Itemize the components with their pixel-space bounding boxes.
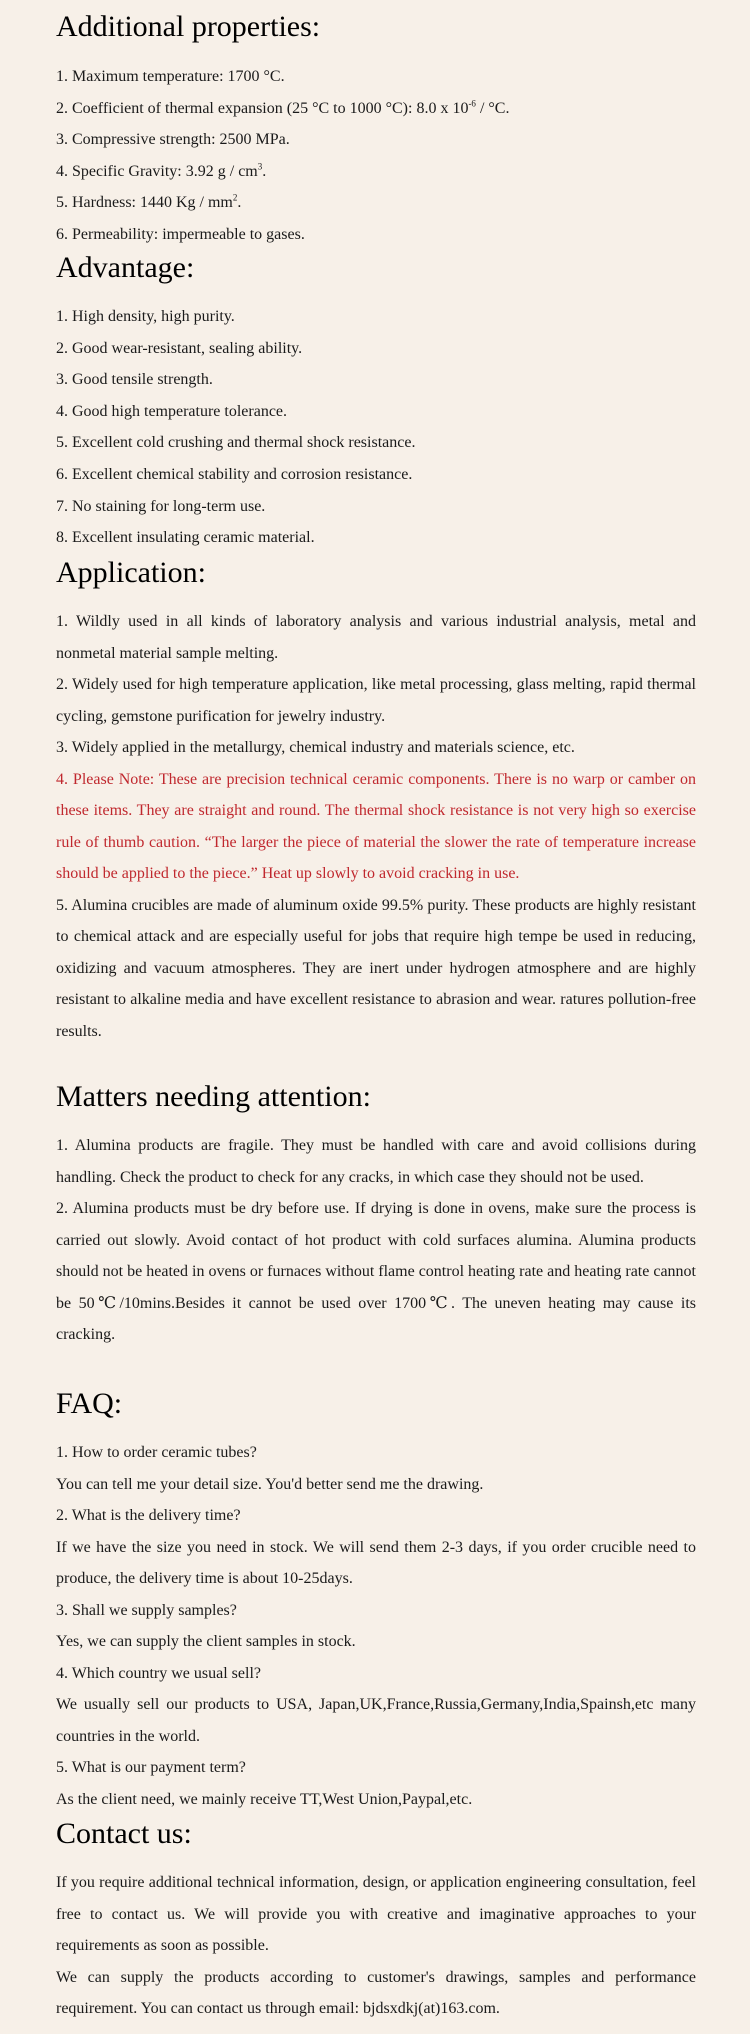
section-heading: Application: [56, 556, 206, 589]
list-item: 5. Hardness: 1440 Kg / $mm^2$. [56, 193, 242, 212]
faq-answer: As the client need, we mainly receive TT,West Union,Paypal,etc. [56, 1790, 473, 1808]
application-list [56, 606, 696, 1047]
list-item: 6. Permeability: impermeable to gases. [56, 225, 305, 243]
faq-question: 5. What is our payment term? [56, 1759, 246, 1777]
paragraph: 2. Widely used for high temperature application, like metal processing, glass melting, rapid thermal cycling, gemstone purification for jewelry industry. [56, 676, 696, 725]
paragraph: 1. Wildly used in all kinds of laboratory analysis and various industrial analysis, metal and nonmetal material sample melting. [56, 613, 696, 662]
faq-list [56, 1437, 696, 1815]
section-heading: Advantage: [56, 251, 195, 284]
paragraph: 2. Alumina products must be dry before use. If drying is done in ovens, make sure the process is carried out slowly. Avoid contact of hot product with cold surfaces alumina. Alumina products should not be heated in ovens or furnaces without flame control heating rate and heating rate cannot be 50℃/10mins.Besides it cannot be used over 1700℃. The uneven heating may cause its cracking. [56, 1200, 696, 1343]
faq-answer: If we have the size you need in stock. We will send them 2-3 days, if you order crucible need to produce, the delivery time is about 10-25days. [56, 1538, 696, 1588]
advantage-list [56, 301, 696, 554]
list-item: 7. No staining for long-term use. [56, 497, 266, 515]
faq-answer: We usually sell our products to USA, Japan,UK,France,Russia,Germany,India,Spainsh,etc many countries in the world. [56, 1696, 696, 1745]
attention-list [56, 1130, 696, 1351]
note-paragraph: 4. Please Note: These are precision technical ceramic components. There is no warp or camber on these items. They are straight and round. The thermal shock resistance is not very high so exercise rule of thumb caution. “The larger the piece of material the slower the rate of temperature increase should be applied to the piece.” Heat up slowly to avoid cracking in use. [56, 770, 696, 882]
section-heading: FAQ: [56, 1387, 123, 1420]
faq-answer: You can tell me your detail size. You'd better send me the drawing. [56, 1475, 484, 1493]
attention-section [56, 1078, 696, 1351]
list-item: 4. Specific Gravity: 3.92 g / $cm^3$. [56, 161, 267, 180]
list-item: 2. Good wear-resistant, sealing ability. [56, 339, 303, 357]
list-item: 3. Good tensile strength. [56, 371, 213, 389]
faq-section [56, 1385, 696, 1815]
section-heading: Additional properties: [56, 10, 321, 43]
list-item: 6. Excellent chemical stability and corrosion resistance. [56, 465, 413, 483]
paragraph: If you require additional technical information, design, or application engineering consultation, feel free to contact us. We will provide you with creative and imaginative approaches to your requirements as soon as possible. [56, 1874, 696, 1954]
advantage-section [56, 249, 696, 554]
list-item: 4. Good high temperature tolerance. [56, 402, 288, 420]
list-item: 3. Compressive strength: 2500 MPa. [56, 131, 290, 149]
list-item: 2. Coefficient of thermal expansion (25 °C to 1000 °C): 8.0 x $10^{-6} / ^\circ C$. [56, 98, 510, 117]
section-heading: Contact us: [56, 1817, 192, 1850]
list-item: 8. Excellent insulating ceramic material. [56, 529, 315, 547]
paragraph: 1. Alumina products are fragile. They must be handled with care and avoid collisions during handling. Check the product to check for any cracks, in which case they should not be used. [56, 1137, 696, 1186]
properties-list [56, 61, 696, 251]
paragraph: 3. Widely applied in the metallurgy, chemical industry and materials science, etc. [56, 739, 575, 756]
additional-properties-section [56, 8, 696, 251]
faq-question: 4. Which country we usual sell? [56, 1664, 261, 1682]
contact-section [56, 1815, 696, 2025]
list-item: 5. Excellent cold crushing and thermal shock resistance. [56, 434, 416, 452]
application-section [56, 554, 696, 1047]
paragraph: 5. Alumina crucibles are made of aluminum oxide 99.5% purity. These products are highly resistant to chemical attack and are especially useful for jobs that require high tempe be used in reducing, oxidizing and vacuum atmospheres. They are inert under hydrogen atmosphere and are highly resistant to alkaline media and have excellent resistance to abrasion and wear. ratures pollution-free results. [56, 896, 696, 1040]
paragraph: We can supply the products according to customer's drawings, samples and performance requirement. You can contact us through email: bjdsxdkj(at)163.com. [56, 1968, 696, 2017]
faq-question: 1. How to order ceramic tubes? [56, 1444, 257, 1461]
list-item: 1. Maximum temperature: 1700 °C. [56, 68, 285, 85]
faq-answer: Yes, we can supply the client samples in stock. [56, 1633, 356, 1651]
faq-question: 2. What is the delivery time? [56, 1507, 241, 1525]
contact-list [56, 1867, 696, 2025]
section-heading: Matters needing attention: [56, 1080, 371, 1113]
faq-question: 3. Shall we supply samples? [56, 1601, 237, 1619]
list-item: 1. High density, high purity. [56, 308, 235, 325]
